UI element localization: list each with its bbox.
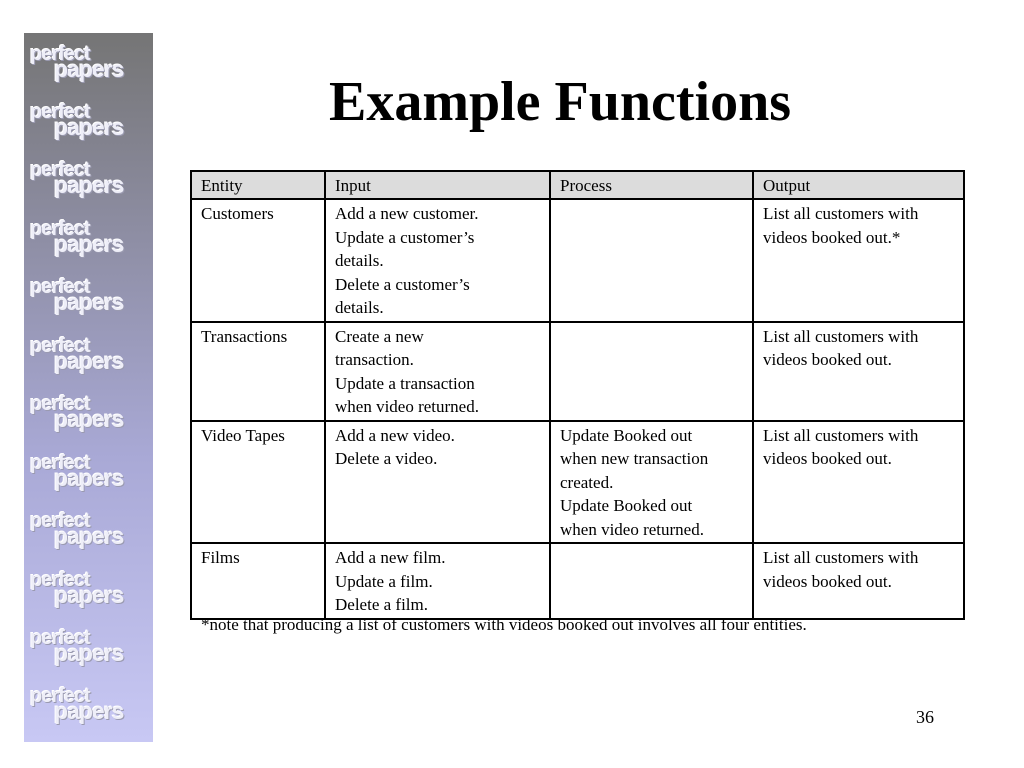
- logo-word-papers: papers: [54, 582, 124, 608]
- perfect-papers-logo: [30, 276, 148, 318]
- entity-name: Films: [201, 548, 240, 567]
- functions-table: [190, 170, 965, 620]
- perfect-papers-logo: [30, 627, 148, 669]
- perfect-papers-logo: [30, 510, 148, 552]
- entity-name: Transactions: [201, 326, 288, 346]
- output-cell: [753, 199, 964, 322]
- logo-word-papers: papers: [54, 172, 124, 198]
- cell-line: Add a new customer.: [335, 204, 479, 223]
- logo-word-papers: papers: [54, 114, 124, 140]
- table-row: [191, 421, 964, 544]
- table-row: [191, 322, 964, 421]
- sidebar-logo-strip: [24, 33, 153, 742]
- logo-word-perfect: perfect: [30, 510, 90, 532]
- table-header-row: [191, 171, 964, 199]
- cell-line: when video returned.: [560, 519, 704, 539]
- cell-line: Create a new: [335, 326, 424, 346]
- process-cell: [550, 199, 753, 322]
- output-cell: [753, 421, 964, 544]
- cell-line: Update a transaction: [335, 373, 475, 393]
- column-header-input: Input: [325, 171, 550, 199]
- input-cell: [325, 543, 550, 619]
- entity-name: Video Tapes: [201, 425, 285, 445]
- cell-line: when new transaction: [560, 449, 709, 468]
- perfect-papers-logo: [30, 159, 148, 201]
- process-cell: [550, 322, 753, 421]
- logo-word-perfect: perfect: [30, 452, 90, 474]
- perfect-papers-logo: [30, 685, 148, 727]
- logo-word-perfect: perfect: [30, 218, 90, 240]
- cell-line: created.: [560, 472, 614, 492]
- logo-word-papers: papers: [54, 289, 124, 315]
- perfect-papers-logo: [30, 101, 148, 143]
- logo-word-papers: papers: [54, 406, 124, 432]
- cell-line: videos booked out.: [763, 571, 892, 591]
- cell-line: List all customers with: [763, 204, 919, 223]
- logo-word-perfect: perfect: [30, 276, 90, 298]
- cell-line: Update a customer’s: [335, 227, 475, 247]
- entity-cell: [191, 199, 325, 322]
- cell-line: videos booked out.: [763, 449, 892, 468]
- cell-line: videos booked out.*: [763, 227, 901, 247]
- logo-word-papers: papers: [54, 465, 124, 491]
- entity-cell: [191, 322, 325, 421]
- logo-word-perfect: perfect: [30, 159, 90, 181]
- logo-word-perfect: perfect: [30, 627, 90, 649]
- entity-name: Customers: [201, 204, 274, 223]
- cell-line: Delete a film.: [335, 595, 428, 614]
- input-cell: [325, 322, 550, 421]
- perfect-papers-logo: [30, 569, 148, 611]
- cell-line: videos booked out.: [763, 350, 892, 369]
- input-cell: [325, 421, 550, 544]
- page-number: 36: [916, 707, 934, 727]
- process-cell: [550, 543, 753, 619]
- cell-line: Add a new video.: [335, 425, 455, 445]
- logo-word-papers: papers: [54, 56, 124, 82]
- logo-word-papers: papers: [54, 231, 124, 257]
- output-cell: [753, 322, 964, 421]
- cell-line: Delete a video.: [335, 449, 438, 468]
- cell-line: Delete a customer’s: [335, 274, 470, 294]
- column-header-entity: Entity: [191, 171, 325, 199]
- perfect-papers-logo: [30, 218, 148, 260]
- cell-line: details.: [335, 251, 384, 270]
- table-row: [191, 199, 964, 322]
- table-row: [191, 543, 964, 619]
- slide-title: Example Functions: [328, 71, 792, 133]
- footnote: *note that producing a list of customers with videos booked out involves all four entities.: [201, 615, 807, 634]
- column-header-process: Process: [550, 171, 753, 199]
- cell-line: List all customers with: [763, 548, 919, 567]
- cell-line: Update Booked out: [560, 425, 693, 445]
- column-header-output: Output: [753, 171, 964, 199]
- perfect-papers-logo: [30, 335, 148, 377]
- perfect-papers-logo: [30, 393, 148, 435]
- logo-word-perfect: perfect: [30, 101, 90, 123]
- output-cell: [753, 543, 964, 619]
- input-cell: [325, 199, 550, 322]
- perfect-papers-logo: [30, 43, 148, 85]
- process-cell: [550, 421, 753, 544]
- logo-word-papers: papers: [54, 698, 124, 724]
- perfect-papers-logo: [30, 452, 148, 494]
- cell-line: details.: [335, 298, 384, 317]
- cell-line: Update a film.: [335, 571, 433, 591]
- entity-cell: [191, 421, 325, 544]
- logo-word-perfect: perfect: [30, 335, 90, 357]
- cell-line: when video returned.: [335, 397, 479, 416]
- logo-word-perfect: perfect: [30, 393, 90, 415]
- cell-line: Add a new film.: [335, 548, 446, 567]
- cell-line: List all customers with: [763, 326, 919, 346]
- logo-word-papers: papers: [54, 523, 124, 549]
- logo-word-perfect: perfect: [30, 569, 90, 591]
- logo-word-perfect: perfect: [30, 43, 90, 65]
- logo-word-perfect: perfect: [30, 685, 90, 707]
- entity-cell: [191, 543, 325, 619]
- logo-word-papers: papers: [54, 640, 124, 666]
- cell-line: transaction.: [335, 350, 414, 369]
- cell-line: Update Booked out: [560, 496, 693, 515]
- cell-line: List all customers with: [763, 425, 919, 445]
- logo-word-papers: papers: [54, 348, 124, 374]
